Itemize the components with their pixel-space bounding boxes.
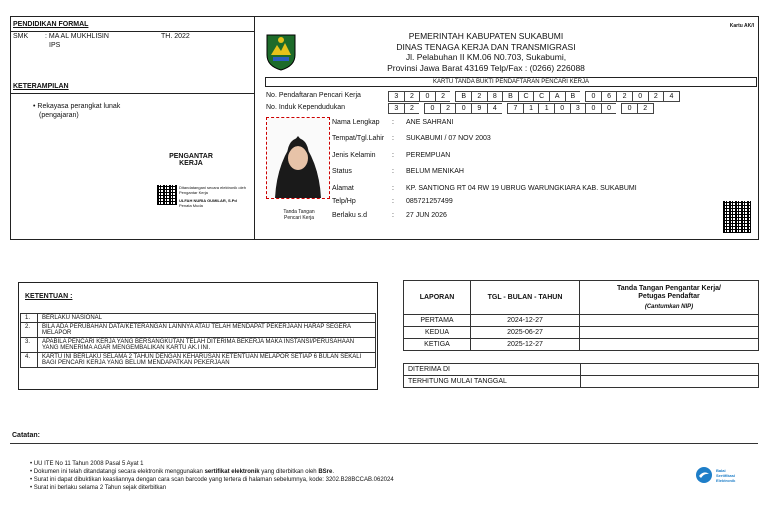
laporan-row [404, 327, 759, 339]
digit-box: 1 [538, 103, 554, 114]
laporan-date: 2025-06-27 [471, 327, 580, 339]
reg-number-boxes [388, 91, 680, 102]
card-subtitle: KARTU TANDA BUKTI PENDAFTARAN PENCARI KERJA [265, 77, 757, 87]
note-item: • UU ITE No 11 Tahun 2008 Pasal 5 Ayat 1 [30, 461, 144, 467]
digit-box: 3 [388, 91, 404, 102]
digit-box: B [565, 91, 581, 102]
info-separator: : [392, 135, 394, 142]
digit-box: 2 [435, 91, 451, 102]
info-separator: : [392, 212, 394, 219]
ketentuan-box [18, 282, 378, 390]
info-separator: : [392, 152, 394, 159]
info-label: Tempat/Tgl.Lahir [332, 135, 385, 142]
skill-item: • Rekayasa perangkat lunak [33, 103, 121, 110]
qr-signer-rank: Penata Muda [179, 203, 203, 208]
digit-box: 2 [471, 91, 487, 102]
laporan-date: 2025-12-27 [471, 339, 580, 351]
info-label: Status [332, 168, 352, 175]
ketentuan-text: BILA ADA PERUBAHAN DATA/KETERANGAN LAINNYA ATAU TELAH MENDAPAT PEKERJAAN HARAP SEGERA MELAPOR [38, 323, 376, 338]
info-value: 27 JUN 2026 [406, 212, 447, 219]
education-year: TH. 2022 [161, 33, 190, 40]
digit-box: A [549, 91, 565, 102]
laporan-col-3: Tanda Tangan Pengantar Kerja/ Petugas Pendaftar (Cantumkan NIP) [580, 281, 759, 315]
education-title: PENDIDIKAN FORMAL [13, 21, 89, 28]
applicant-photo [266, 117, 330, 199]
header-line-1: PEMERINTAH KABUPATEN SUKABUMI [408, 31, 564, 41]
bsre-icon [695, 466, 713, 484]
digit-box: 3 [388, 103, 404, 114]
education-school: : MA AL MUKHLISIN [45, 33, 109, 40]
ketentuan-text: APABILA PENCARI KERJA YANG BERSANGKUTAN TELAH DITERIMA BEKERJA MAKA INSTANSI/PERUSAHAAN YANG MENERIMA AGAR MENGEMBALIKAN KARTU AK.I INI. [38, 338, 376, 353]
laporan-col-1: LAPORAN [404, 281, 471, 315]
laporan-row [404, 339, 759, 351]
education-level: SMK [13, 33, 29, 40]
qr-note: Ditandatangani secara elektronik oleh Pengantar Kerja [179, 185, 246, 195]
ketentuan-number: 1. [21, 314, 38, 323]
info-label: Berlaku s.d [332, 212, 368, 219]
education-major: IPS [49, 42, 61, 49]
header-line-2: DINAS TENAGA KERJA DAN TRANSMIGRASI [396, 41, 576, 52]
digit-box: B [455, 91, 471, 102]
digit-box: 6 [601, 91, 617, 102]
digit-box: 2 [648, 91, 664, 102]
info-label: Jenis Kelamin [332, 152, 376, 159]
ketentuan-row [21, 338, 376, 353]
digit-box: 0 [585, 91, 601, 102]
diterima-label: DITERIMA DI [404, 364, 581, 376]
agency-header [311, 31, 661, 73]
laporan-date: 2024-12-27 [471, 315, 580, 327]
digit-box: C [518, 91, 534, 102]
diterima-table [403, 363, 759, 388]
info-label: Alamat [332, 185, 354, 192]
header-line-4: Provinsi Jawa Barat 43169 Telp/Fax : (0266) 226088 [387, 62, 585, 73]
laporan-label: PERTAMA [404, 315, 471, 327]
info-value: 085721257499 [406, 198, 453, 205]
digit-box: 0 [601, 103, 617, 114]
digit-box: 3 [570, 103, 586, 114]
laporan-signature [580, 339, 759, 351]
skills-title: KETERAMPILAN [13, 83, 69, 90]
sukabumi-emblem-icon [265, 33, 297, 71]
ketentuan-number: 4. [21, 353, 38, 368]
digit-box: 0 [419, 91, 435, 102]
laporan-row [404, 315, 759, 327]
info-value: SUKABUMI / 07 NOV 2003 [406, 135, 491, 142]
info-separator: : [392, 119, 394, 126]
digit-box: 0 [554, 103, 570, 114]
note-item: • Surat ini berlaku selama 2 Tahun sejak diterbitkan [30, 485, 167, 491]
ketentuan-table [20, 313, 376, 368]
info-separator: : [392, 168, 394, 175]
signature-qr-code [157, 185, 177, 205]
terhitung-label: TERHITUNG MULAI TANGGAL [404, 376, 581, 388]
digit-box: 9 [471, 103, 487, 114]
digit-box: C [533, 91, 549, 102]
digit-box: 4 [487, 103, 503, 114]
digit-box: 8 [487, 91, 503, 102]
ketentuan-title: KETENTUAN : [25, 293, 73, 300]
info-value: PEREMPUAN [406, 152, 451, 159]
digit-box: 2 [637, 103, 654, 114]
info-value: KP. SANTIONG RT 04 RW 19 UBRUG WARUNGKIARA KAB. SUKABUMI [406, 185, 637, 192]
reg-number-label: No. Pendaftaran Pencari Kerja [266, 92, 361, 99]
ketentuan-number: 3. [21, 338, 38, 353]
info-value: ANE SAHRANI [406, 119, 454, 126]
ketentuan-text: KARTU INI BERLAKU SELAMA 2 TAHUN DENGAN KEHARUSAN KETENTUAN MELAPOR SETIAP 6 BULAN SEKALI BAGI PENCARI KERJA YANG BELUM MENDAPATKAN PEKERJAAN [38, 353, 376, 368]
note-item: • Surat ini dapat dibuktikan keasliannya dengan cara scan barcode yang tertera di halaman sebelumnya, kode: 3202.B28BCCAB.062024 [30, 477, 394, 483]
digit-box: 2 [440, 103, 456, 114]
digit-box: 2 [404, 91, 420, 102]
digit-box: 1 [523, 103, 539, 114]
photo-portrait-icon [267, 118, 329, 198]
digit-box: 7 [507, 103, 523, 114]
digit-box: 4 [663, 91, 680, 102]
laporan-label: KETIGA [404, 339, 471, 351]
qr-signer-name: ULFAH NURIA GUMILAR, S.Pd [179, 198, 237, 203]
digit-box: 2 [404, 103, 420, 114]
digit-box: 0 [632, 91, 648, 102]
pengantar-title: PENGANTAR KERJA [169, 153, 213, 167]
info-separator: : [392, 185, 394, 192]
digit-box: 0 [585, 103, 601, 114]
catatan-title: Catatan: [12, 432, 41, 439]
laporan-label: KEDUA [404, 327, 471, 339]
nik-boxes [388, 103, 654, 114]
verification-qr-code [723, 201, 751, 233]
skill-item-detail: (pengajaran) [39, 112, 79, 119]
ketentuan-row [21, 353, 376, 368]
catatan-notes [30, 460, 394, 492]
digit-box: 0 [424, 103, 440, 114]
laporan-table [403, 280, 759, 351]
digit-box: 0 [455, 103, 471, 114]
laporan-signature [580, 315, 759, 327]
bsre-logo: Balai Sertifikasi Elektronik [695, 466, 735, 484]
info-separator: : [392, 198, 394, 205]
digit-box: B [502, 91, 518, 102]
info-label: Nama Lengkap [332, 119, 380, 126]
digit-box: 2 [616, 91, 632, 102]
sign-label: Tanda Tangan Pencari Kerja [283, 209, 315, 221]
laporan-signature [580, 327, 759, 339]
note-item: • Dokumen ini telah ditandatangi secara elektronik menggunakan sertifikat elektronik yang diterbitkan oleh BSre. [30, 469, 334, 475]
info-value: BELUM MENIKAH [406, 168, 464, 175]
digit-box: 0 [621, 103, 637, 114]
card-label: Kartu AK/I [729, 23, 754, 29]
nik-label: No. Induk Kependudukan [266, 104, 346, 111]
ak1-card [10, 16, 759, 240]
header-line-3: Jl. Pelabuhan II KM.06 N0.703, Sukabumi, [405, 52, 567, 62]
ketentuan-row [21, 314, 376, 323]
ketentuan-number: 2. [21, 323, 38, 338]
info-label: Telp/Hp [332, 198, 356, 205]
ketentuan-text: BERLAKU NASIONAL [38, 314, 376, 323]
ketentuan-row [21, 323, 376, 338]
laporan-col-2: TGL - BULAN - TAHUN [471, 281, 580, 315]
